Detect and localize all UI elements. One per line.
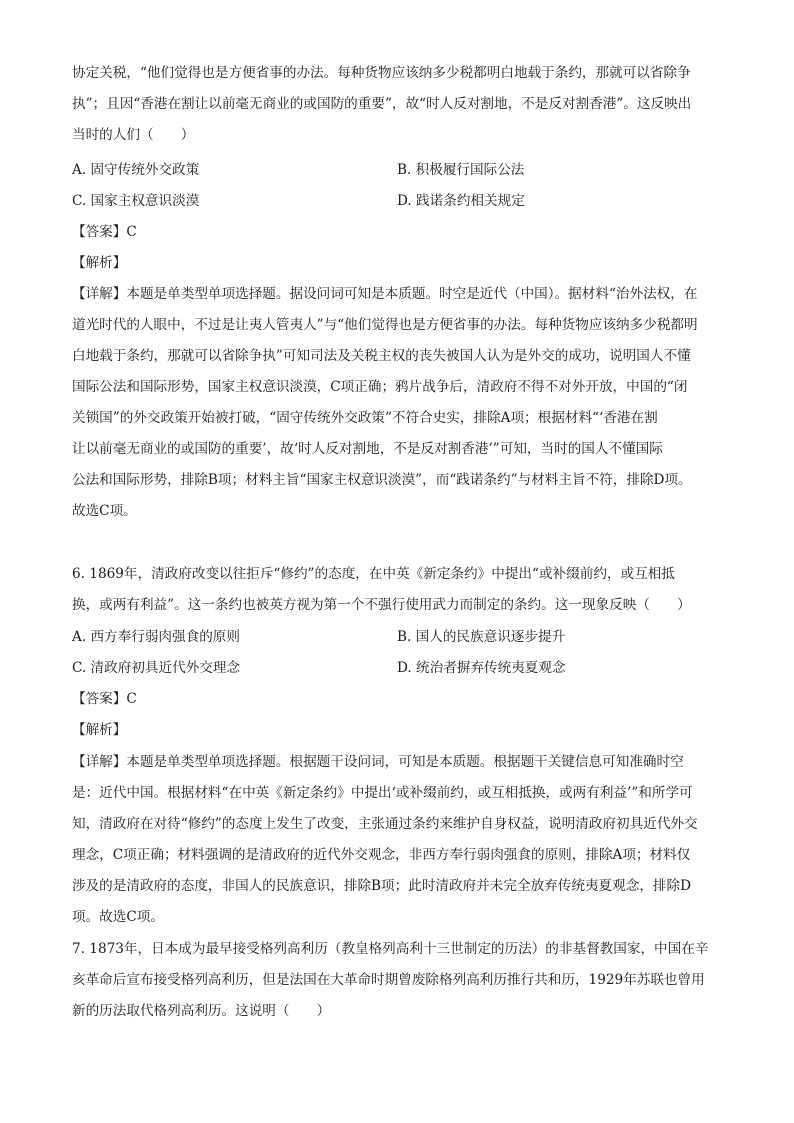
q5-option-d: D. 践诺条约相关规定 <box>397 193 525 209</box>
q6-analysis-label: 【解析】 <box>72 722 127 738</box>
q5-detail-line: 白地载于条约，那就可以省除争执”可知司法及关税主权的丧失被国人认为是外交的成功，说明国人不懂 <box>72 348 691 364</box>
q5-stem-line: 执”；且因“香港在割让以前毫无商业的或国防的重要”，故“时人反对割地，不是反对割香港”。这反映出 <box>72 96 692 112</box>
q5-detail-line: 故选C项。 <box>72 503 137 519</box>
q6-answer: 【答案】C <box>72 691 137 707</box>
q5-answer: 【答案】C <box>72 224 137 240</box>
q5-detail-line: 国际公法和国际形势，国家主权意识淡漠，C项正确；鸦片战争后，清政府不得不对外开放，中国的“闭 <box>72 379 688 395</box>
q5-detail-line: 道光时代的人眼中，不过是让夷人管夷人”与“他们觉得也是方便省事的办法。每种货物应该纳多少税都明 <box>72 317 698 333</box>
q7-stem <box>72 934 726 1027</box>
q6-detail <box>72 747 726 933</box>
q7-stem-line: 7. 1873年，日本成为最早接受格列高利历（教皇格列高利十三世制定的历法）的非基督教国家，中国在辛 <box>72 941 709 957</box>
q6-detail-line: 理念，C项正确；材料强调的是清政府的近代外交观念，非西方奉行弱肉强食的原则，排除A项；材料仅 <box>72 847 691 863</box>
q5-stem-line: 当时的人们（ ） <box>72 127 195 143</box>
q6-detail-line: 【详解】本题是单类型单项选择题。根据题干设问词，可知是本质题。根据题干关键信息可知准确时空 <box>72 754 684 770</box>
q6-options-row-2 <box>72 653 726 684</box>
q6-stem-line: 6. 1869年，清政府改变以往拒斥“修约”的态度，在中英《新定条约》中提出“或补缀前约，或互相抵 <box>72 566 675 582</box>
q5-stem-line: 协定关税，“他们觉得也是方便省事的办法。每种货物应该纳多少税都明白地载于条约，那就可以省除争 <box>72 65 691 81</box>
q5-detail-line: 让以前毫无商业的或国防的重要’，故‘时人反对割地，不是反对割香港’”可知，当时的国人不懂国际 <box>72 441 663 457</box>
q5-detail-line: 公法和国际形势，排除B项；材料主旨“国家主权意识淡漠”，而“践诺条约”与材料主旨不符，排除D项。 <box>72 472 692 488</box>
q5-stem <box>72 58 726 151</box>
q6-option-c: C. 清政府初具近代外交理念 <box>72 660 241 676</box>
q5-detail <box>72 279 726 527</box>
q7-stem-line: 亥革命后宣布接受格列高利历，但是法国在大革命时期曾废除格列高利历推行共和历，1929年苏联也曾用 <box>72 972 705 988</box>
q6-detail-line: 涉及的是清政府的态度，非国人的民族意识，排除B项；此时清政府并未完全放弃传统夷夏观念，排除D <box>72 878 692 894</box>
q6-option-a: A. 西方奉行弱肉强食的原则 <box>72 629 240 645</box>
q5-detail-line: 【详解】本题是单类型单项选择题。据设问词可知是本质题。时空是近代（中国）。据材料“治外法权，在 <box>72 286 698 302</box>
q6-stem-line: 换，或两有利益”。这一条约也被英方视为第一个不强行使用武力而制定的条约。这一现象反映（ ） <box>72 597 691 613</box>
q6-detail-line: 是：近代中国。根据材料“在中英《新定条约》中提出‘或补缀前约，或互相抵换，或两有利益’”和所学可 <box>72 785 693 801</box>
q6-detail-line: 项。故选C项。 <box>72 909 164 925</box>
q5-option-b: B. 积极履行国际公法 <box>397 162 525 178</box>
q5-analysis-label: 【解析】 <box>72 255 127 271</box>
q5-option-a: A. 固守传统外交政策 <box>72 162 200 178</box>
q6-stem <box>72 559 726 621</box>
q6-detail-line: 知，清政府在对待“修约”的态度上发生了改变，主张通过条约来维护自身权益，说明清政府初具近代外交 <box>72 816 698 832</box>
q6-option-d: D. 统治者摒弃传统夷夏观念 <box>397 660 566 676</box>
q5-option-c: C. 国家主权意识淡漠 <box>72 193 200 209</box>
q5-detail-line: 关锁国”的外交政策开始被打破，“固守传统外交政策”不符合史实，排除A项；根据材料“‘香港在割 <box>72 410 658 426</box>
q7-stem-line: 新的历法取代格列高利历。这说明（ ） <box>72 1003 331 1019</box>
q5-options-row-1 <box>72 155 726 186</box>
q6-option-b: B. 国人的民族意识逐步提升 <box>397 629 566 645</box>
q5-options-row-2 <box>72 186 726 217</box>
q6-options-row-1 <box>72 622 726 653</box>
